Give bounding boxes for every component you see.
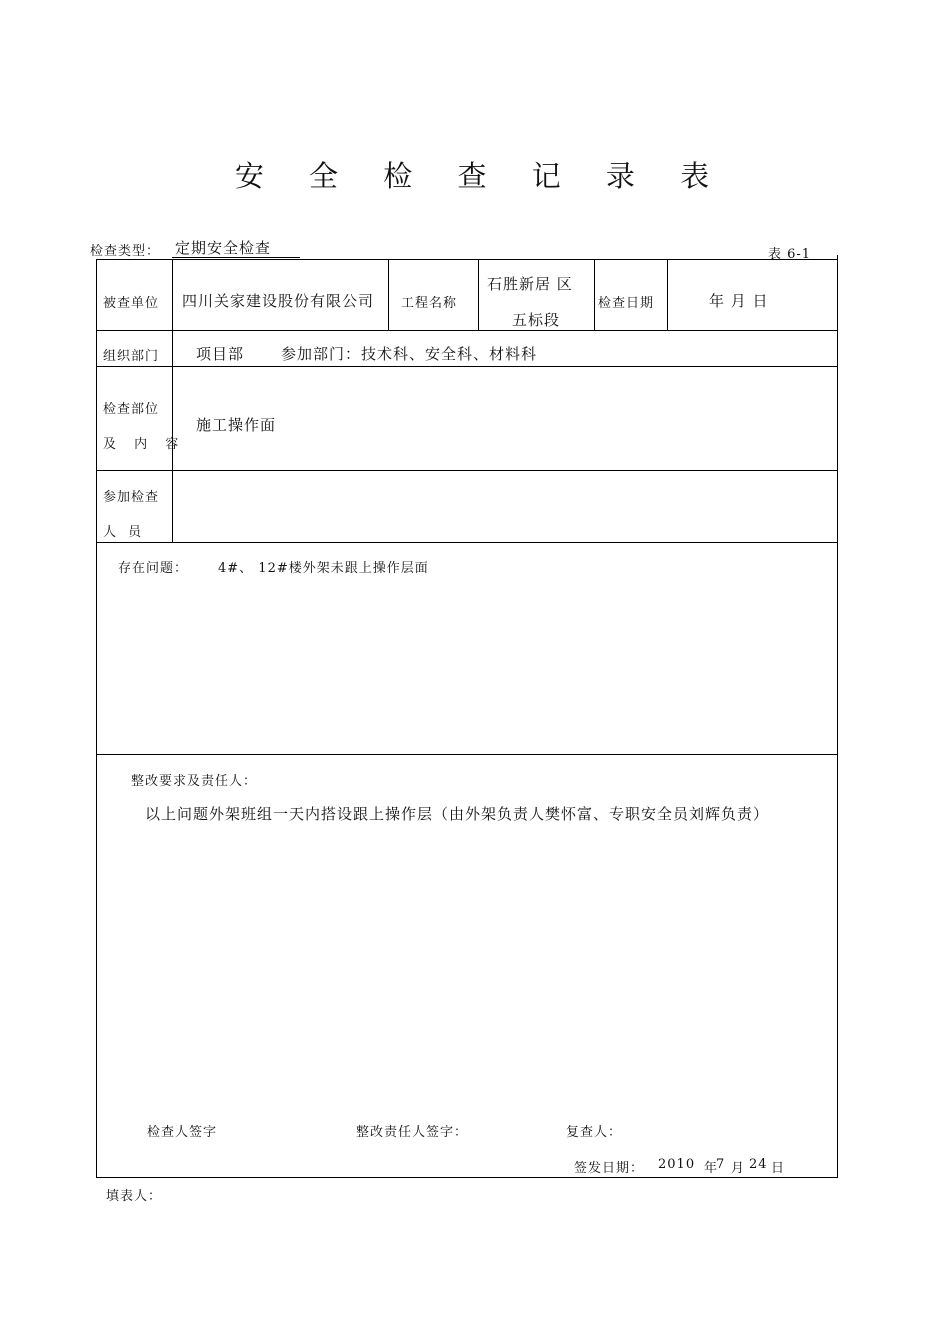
document-title: 安 全 检 查 记 录 表 <box>234 159 728 193</box>
inspector-signature-label: 检查人签字 <box>147 1125 218 1140</box>
rectification-label: 整改要求及责任人： <box>131 774 258 789</box>
participants: 参加部门：技术科、安全科、材料科 <box>281 345 538 363</box>
form-number: 表 6-1 <box>768 247 812 262</box>
issues-value: 4#、 12#楼外架未跟上操作层面 <box>218 561 429 576</box>
reviewer-label: 复查人： <box>566 1125 623 1140</box>
organizer-dept: 项目部 <box>196 345 245 363</box>
date-label: 检查日期 <box>598 296 655 311</box>
check-type-label: 检查类型： <box>90 244 161 259</box>
rectification-text: 以上问题外架班组一天内搭设跟上操作层（由外架负责人樊怀富、专职安全员刘辉负责） <box>145 805 770 823</box>
issue-date-label: 签发日期： <box>574 1161 645 1176</box>
project-value-line2: 五标段 <box>512 311 561 329</box>
unit-label: 被查单位 <box>103 296 160 311</box>
issue-date-day: 24 <box>749 1157 768 1172</box>
issue-date-month-unit: 月 <box>731 1161 746 1176</box>
issue-date-day-unit: 日 <box>771 1161 786 1176</box>
project-value-line1: 石胜新居 区 <box>487 275 573 293</box>
issues-label: 存在问题： <box>118 561 189 576</box>
organizer-label: 组织部门 <box>103 349 160 364</box>
unit-value: 四川关家建设股份有限公司 <box>182 292 375 310</box>
location-value: 施工操作面 <box>196 416 277 434</box>
check-type-value: 定期安全检查 <box>175 239 272 257</box>
project-label: 工程名称 <box>401 296 458 311</box>
location-label-line2: 及 内 容 <box>103 437 186 452</box>
inspectors-label-line2: 人 员 <box>103 525 146 540</box>
footer-note: 填表人： <box>106 1189 163 1204</box>
date-value: 年 月 日 <box>709 292 769 310</box>
issue-date-year-unit: 年 <box>704 1161 719 1176</box>
responsible-signature-label: 整改责任人签字： <box>356 1125 469 1140</box>
issue-date-year: 2010 <box>658 1157 696 1172</box>
issue-date-month: 7 <box>716 1157 726 1172</box>
check-type-underline <box>172 257 300 258</box>
location-label-line1: 检查部位 <box>103 402 160 417</box>
inspectors-label-line1: 参加检查 <box>103 490 160 505</box>
